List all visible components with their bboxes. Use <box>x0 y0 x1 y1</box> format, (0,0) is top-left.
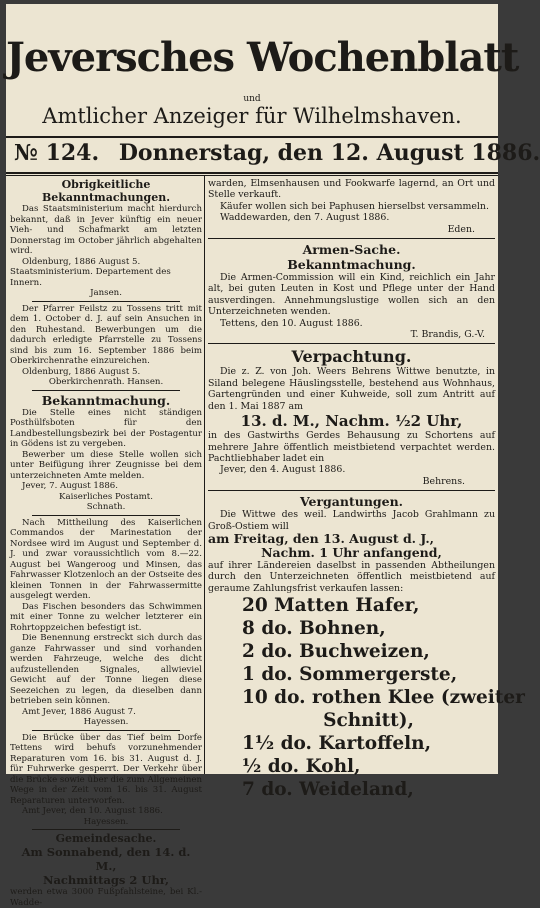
auction-item: 8 do. Bohnen, <box>242 618 386 640</box>
divider <box>208 238 495 239</box>
notice-post: Die Stelle eines nicht ständigen Posthülfsboten für den Landbestellungsbezirk bei der Postagentur in Gödens ist zu vergeben. <box>10 407 202 449</box>
lease-place: Jever, den 4. August 1886. <box>220 464 346 476</box>
notice-market-signature: Jansen. <box>90 288 122 298</box>
municipal-time: Nachmittags 2 Uhr, <box>42 873 170 887</box>
divider <box>32 301 180 302</box>
post-notice-heading: Bekanntmachung. <box>41 392 171 408</box>
notice-navy-signature: Hayessen. <box>83 717 129 727</box>
right-column <box>208 178 525 801</box>
issue-date: Donnerstag, den 12. August 1886. <box>118 140 540 166</box>
notice-post-2: Bewerber um diese Stelle wollen sich unter Beifügung ihrer Zeugnisse bei dem unterzeichneten Amte melden. <box>10 449 202 481</box>
sale-continuation: warden, Elmsenhausen und Fookwarfe lagernd, an Ort und Stelle verkauft. <box>208 178 495 201</box>
notice-market: Das Staatsministerium macht hierdurch bekannt, daß in Jever künftig ein neuer Vieh- und Schafmarkt am letzten Donnerstag im October jährlich abgehalten wird. <box>10 204 202 256</box>
notice-bridge-signature: Hayessen. <box>83 816 129 827</box>
masthead-title: Jeversches Wochenblatt <box>6 34 519 81</box>
notice-navy: Nach Mittheilung des Kaiserlichen Commandos der Marinestation der Nordsee wird im August und September d. J. und zwar voraussichtlich vom 8.—22. August bei Wangeroog und Minsen, das Fahrwasser Klotzenloch an der Ostseite des kleinen Tonnen in der Fahrwassermitte ausgelegt werden. <box>10 517 202 601</box>
notice-post-signature: Schnath. <box>86 502 126 512</box>
municipal-body: werden etwa 3000 Fußpfahlsteine, bei Kl.-Wadde- <box>10 887 202 908</box>
column-divider <box>204 176 205 774</box>
poor-relief-signature: T. Brandis, G.-V. <box>410 329 485 341</box>
notice-pastor-place: Oldenburg, 1886 August 5. <box>22 366 141 377</box>
issue-dateline <box>14 140 540 166</box>
auction-item: 10 do. rothen Klee (zweiter <box>242 687 525 709</box>
masthead-rule-bottom <box>6 172 498 174</box>
auction-item: Schnitt), <box>323 710 414 732</box>
notice-pastor-signature: Oberkirchenrath. Hansen. <box>48 377 164 387</box>
masthead-rule-top <box>6 136 498 138</box>
auction-item: 20 Matten Hafer, <box>242 595 420 617</box>
divider <box>32 515 180 516</box>
poor-relief-subheading: Bekanntmachung. <box>287 257 416 273</box>
sale-place: Waddewarden, den 7. August 1886. <box>220 212 390 224</box>
auction-intro: Die Wittwe des weil. Landwirths Jacob Grahlmann zu Groß-Ostiem will <box>208 509 495 532</box>
lease-time: 13. d. M., Nachm. ½2 Uhr, <box>240 412 463 431</box>
auction-body: auf ihrer Ländereien daselbst in passenden Abtheilungen durch den Unterzeichneten öffentlich meistbietend auf geraume Zahlungsfrist verkaufen lassen: <box>208 559 495 594</box>
lease-signature: Behrens. <box>422 475 465 487</box>
notice-post-office: Kaiserliches Postamt. <box>59 491 153 502</box>
auction-item: 7 do. Weideland, <box>242 779 414 801</box>
notice-bridge-place: Amt Jever, den 10. August 1886. <box>22 806 163 816</box>
poor-relief-body: Die Armen-Commission will ein Kind, reichlich ein Jahr alt, bei guten Leuten in Kost und Pflege unter der Hand ausverdingen. Annehmungslustige wollen sich an den Unterzeichneten wenden. <box>208 272 495 318</box>
auction-item: 1 do. Sommergerste, <box>242 664 458 686</box>
masthead-subtitle: Amtlicher Anzeiger für Wilhelmshaven. <box>42 104 462 128</box>
newspaper-page <box>6 4 540 908</box>
masthead-rule-thin <box>6 175 498 176</box>
lease-heading: Verpachtung. <box>291 347 412 367</box>
divider <box>32 829 180 830</box>
auction-date: am Freitag, den 13. August d. J., <box>208 530 435 546</box>
notice-navy-place: Amt Jever, 1886 August 7. <box>22 706 136 717</box>
lease-body: Die z. Z. von Joh. Weers Behrens Wittwe benutzte, in Siland belegene Häuslingsstelle, bestehend aus Wohnhaus, Gartengründen und einer Kuhweide, soll zum Antritt auf den 1. Mai 1887 am <box>208 366 495 412</box>
notice-post-place: Jever, 7. August 1886. <box>22 481 119 491</box>
auction-item: 2 do. Buchweizen, <box>242 641 430 663</box>
poor-relief-place: Tettens, den 10. August 1886. <box>220 317 363 329</box>
auction-heading: Vergantungen. <box>299 494 404 510</box>
auction-item: 1½ do. Kartoffeln, <box>242 733 432 755</box>
municipal-date: Am Sonnabend, den 14. d. M., <box>21 845 191 873</box>
notice-market-place: Oldenburg, 1886 August 5. <box>22 256 141 267</box>
notice-market-dept: Staatsministerium. Departement des Innern. <box>10 267 171 288</box>
lease-body-2: in des Gastwirths Gerdes Behausung zu Schortens auf mehrere Jahre öffentlich meistbietend verpachtet werden. Pachtliebhaber ladet ein <box>208 430 495 464</box>
masthead-und: und <box>243 94 261 104</box>
poor-relief-heading: Armen-Sache. <box>302 242 401 258</box>
divider <box>32 730 180 731</box>
sale-continuation-2: Käufer wollen sich bei Paphusen hierselbst versammeln. <box>220 200 489 212</box>
divider <box>208 490 495 491</box>
notice-navy-3: Die Benennung erstreckt sich durch das ganze Fahrwasser und sind vorhanden werden Fahrzeuge, welche des dicht aufzustellenden Signales, allwieviel Gewicht auf der Tonne liegen diese Seezeichen zu legen, da dieselben dann betrieben sein können. <box>10 633 202 706</box>
sale-signature: Eden. <box>447 223 475 235</box>
divider <box>208 343 495 344</box>
notice-navy-2: Das Fischen besonders das Schwimmen mit einer Tonne zu welcher letzterer ein Rohrtoppzeichen befestigt ist. <box>10 601 202 633</box>
auction-time: Nachm. 1 Uhr anfangend, <box>261 544 442 560</box>
left-column <box>10 178 202 908</box>
notice-bridge: Die Brücke über das Tief beim Dorfe Tettens wird behufs vorzunehmender Reparaturen vom 16. bis 31. August d. J. für Fuhrwerke gesperrt. Der Verkehr über die Brücke sowie über die zum Allgemeinen Wege in der Zeit vom 16. bis 31. August Reparaturen unterworfen. <box>10 732 202 806</box>
official-notices-heading: Obrigkeitliche Bekanntmachungen. <box>41 178 171 204</box>
auction-item: ½ do. Kohl, <box>242 756 361 778</box>
auction-items <box>208 594 525 801</box>
municipal-heading: Gemeindesache. <box>55 832 157 845</box>
notice-pastor: Der Pfarrer Feilstz zu Tossens tritt mit dem 1. October d. J. auf sein Ansuchen in den Ruhestand. Bewerbungen um die dadurch erledigte Pfarrstelle zu Tossens sind bis zum 16. September 1886 beim Oberkirchenrathe einzureichen. <box>10 303 202 366</box>
issue-number: № 124. <box>14 140 100 166</box>
divider <box>32 390 180 391</box>
